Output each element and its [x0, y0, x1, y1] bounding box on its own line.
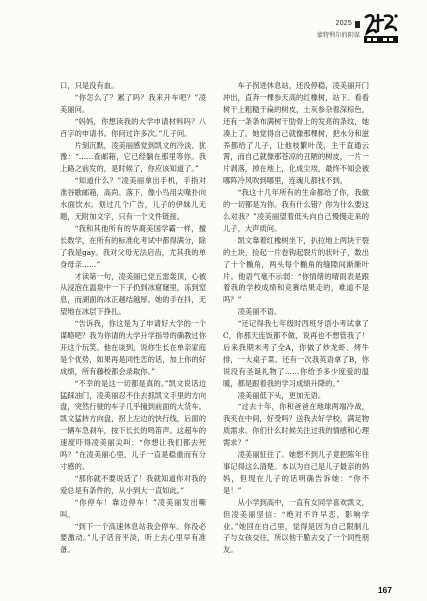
- header-story-title: 蒙特利尔的阴谋: [316, 32, 360, 39]
- page-number: 167: [377, 585, 392, 595]
- paragraph: 从小学到高中，一直有女同学喜欢凯文，但凌美丽坚信：“绝对不许早恋，影响学业。”她回在自己里，觉得是因为自己限制儿子与女孩交往，所以他干脆去交了一个同性朋友。: [223, 497, 369, 555]
- magazine-logo-mark: [362, 11, 400, 45]
- paragraph: “告诉我，你这是为了申请好大学的一个谋略吧？我为你请的大学升学指导的确教过你开这个玩笑。他在谈到，说你生长在单亲家庭是个优势，如果再是同性恋的话，加上你的好成绩，所有藤校都会录取你。”: [60, 319, 206, 376]
- paragraph: 凯文靠着红橡树坐下，扒拉地上两块干裂的土块，捡起一片卷钩起裂片的状叶子，数出了十个椭角，两头每个椭角的缝隙间渐渐叶片。他语气毫不示弱：“你情绪的晴雨表是跟着我的学校成绩和竞赛结果走的，难道不是吗？”: [223, 235, 369, 305]
- left-text-column: [60, 80, 206, 582]
- paragraph: “过去十年，你和爸爸在地球两端冷战，我夹在中间，好受吗？送我去好学校，满足物质需求。你们什么时候关注过我的情感和心理需求？”: [223, 402, 369, 448]
- paragraph: 车子拐进休息站，还没停稳，凌美丽开门冲出，直奔一棵参天高的红橡树，站下。看看树干上粗糙干扁的树皮，土灰参杂着深棕色，还有一条条布满树干肋骨上的发亮的条纹，她凑上了。她觉得自己就像那棵树，把水分和滋养都给了儿子，让他枝繁叶茂，主干直通云霄，而自己就像那苍凉的丑陋的树皮，一片一片剥落，掉在地上，化成尘埃，最终不知会被哪阵冷风吹到哪里，连魂儿都找不到。: [223, 81, 369, 186]
- paragraph: “我和其他所有的华裔美国学霸一样，擅长数学，在所有的标准化考试中都得满分，除了我是gay。我对父母无法启齿，尤其我的单身母亲……”: [60, 223, 206, 269]
- paragraph: “你停车！靠边停车！”凌美丽发出嘶叫。: [60, 497, 206, 519]
- paragraph: “妈妈，你想读我的大学申请材料吗？八百字的申请书。你问过许多次。”儿子问。: [60, 116, 206, 138]
- header-year-row: [318, 19, 360, 29]
- paragraph: 凌美丽不语。: [237, 307, 282, 317]
- right-text-column: [223, 80, 369, 582]
- paragraph: 凌美丽怔住了。她想不到儿子竟把陈年往事记得这么清楚。本以为自己是儿子最亲的妈妈，但现在儿子的话明确告诉她：“你不是！”: [223, 450, 369, 495]
- paragraph: 凌美丽低下头，更加无语。: [237, 390, 326, 400]
- paragraph: “到下一个高速休息站我会停车。你没必要激动。”儿子话音平淡，听上去心里早有准备。: [60, 521, 206, 555]
- paragraph: 口，只是没有血。: [60, 81, 119, 90]
- issue-marker: [355, 21, 360, 28]
- paragraph: “不幸的是这一切都是真的。”凯文说话边猛踩油门，凌美丽忍不住去抓凯文手里的方向盘，突然行驶的车子几乎撞到前面的大货车。凯文猛转方向盘，拐上左边的快行线，后面的一辆车急刹车，按下长长的鸣笛声。这超车的速度吓得凌美丽尖叫：“你想让我们都去死吗？”在凌美丽心里，儿子一直是稳重而有分寸感的。: [60, 378, 206, 471]
- magazine-logo: [362, 11, 400, 45]
- header-year: 2025: [335, 20, 352, 27]
- paragraph: “知道什么？”凌美丽拿出手机，手指对准谷歌邮箱，高尚、落下，像小鸟用尖喙扑向水面饮水。划过几个广告，儿子的伊妹儿无题，无附加文字，只有一个文件链接。: [60, 176, 206, 221]
- paragraph: 才读第一句，凌美丽已觉五雷轰顶，心被从浸泡在温泉中一下子扔到冰窟窿里，冻到窒息，而湖面的冰正越结越厚。她的手在抖，无望地在冰层下挣扎。: [60, 271, 206, 317]
- paragraph: 片刻沉默，凌美丽感觉到凯文的冷淡、犹豫：“……查邮箱，它已经躺在那里等你。我上路之前发的，是时候了，你应该知道了。”: [60, 140, 206, 174]
- paragraph: “我这十几年所有的生命都给了你，我做的一切都是为你。我有什么错？你为什么要这么对我？”凌美丽望着低头向自己慢慢走来的儿子，大声质问。: [223, 188, 369, 233]
- paragraph: “还记得我七年级时西班牙语小考试拿了C，你那天连饭都不做，说再也不想管我了！后来我期末考了全A，你做了炒龙虾、烤牛排，一大桌子菜。还有一次我英语拿了B，你说没有圣诞礼物了……你给予多少度爱的温暖，都是跟着我的学习成绩升降的。”: [223, 319, 369, 388]
- paragraph: “那你就不要说话了！我就知道你对我的爱总是有条件的，从小到大一直如此。”: [60, 473, 206, 495]
- paragraph: “你怎么了？累了吗？我来开车吧？”凌美丽问。: [60, 92, 206, 114]
